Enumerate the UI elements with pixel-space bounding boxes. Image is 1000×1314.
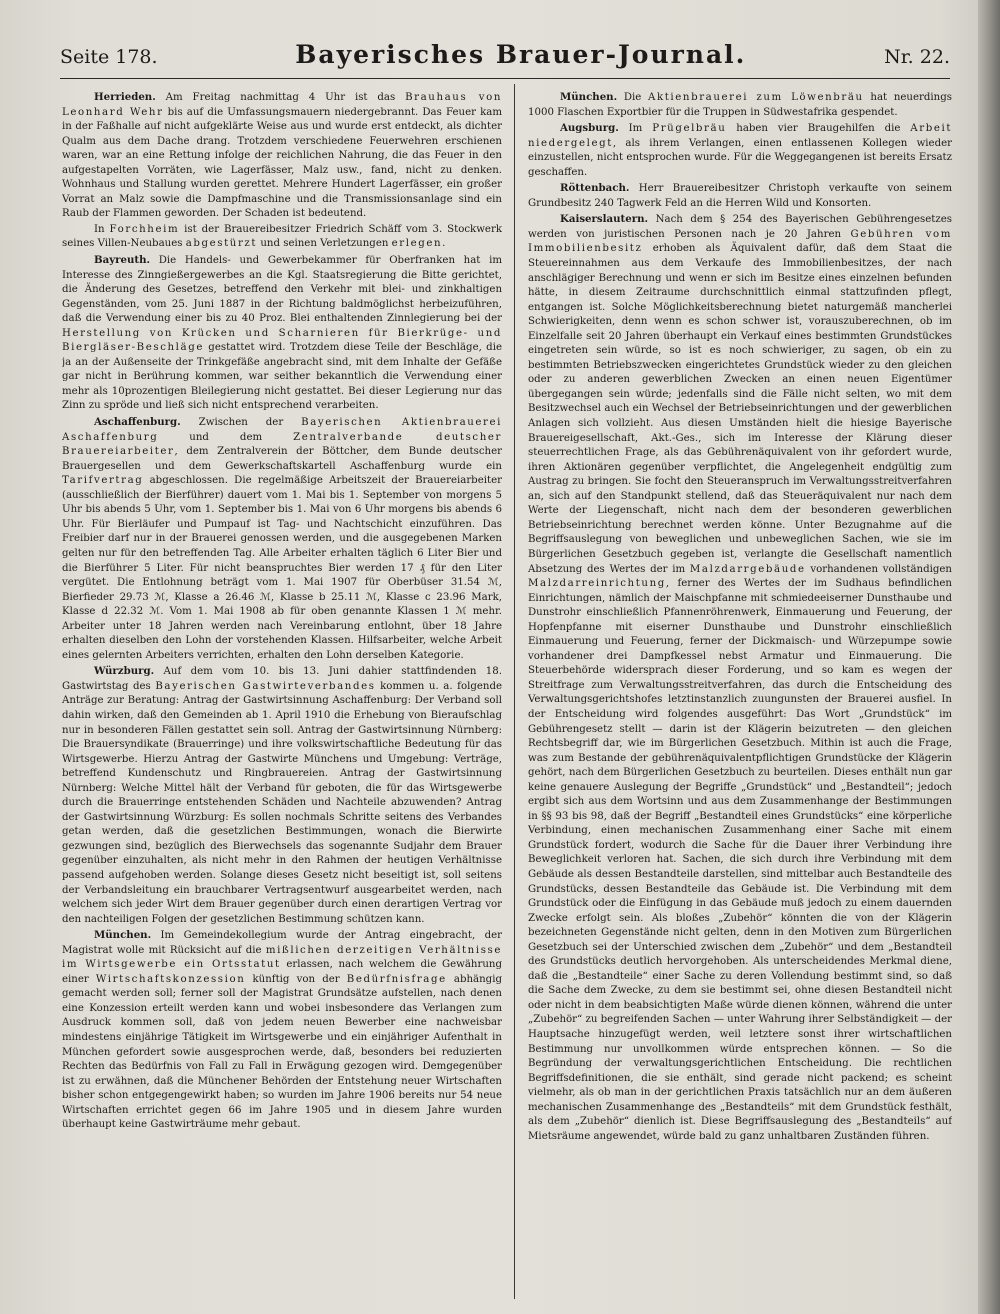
article-bayreuth (62, 253, 502, 414)
article-text: erhoben als Äquivalent dafür, daß dem Staat die Steuereinnahmen aus dem Verkaufe des Immobilienbesitzes, der nach anschlägiger Berechnung und wenn er sich im Besitze eines einzelnen befunden hätte, in diesem Zeitraume durchschnittlich einmal stattzufinden pflegt, entgangen ist. Solche Möglichkeitsberechnung bietet naturgemäß mancherlei Schwierigkeiten, denn wenn es schon schwer ist, vorauszuberechnen, ob im Einzelfalle seit 20 Jahren überhaupt ein Verkauf eines bestimmten Grundstückes eingetreten sein würde, so ist es noch schwieriger, zu sagen, ob ein zu bestimmten Betriebszwecken eingerichtetes Grundstück wieder zu den gleichen oder zu anderen gewerblichen Zwecken an einen neuen Eigentümer übergegangen sein würde; jedenfalls sind die Fälle nicht selten, wo mit dem Besitzwechsel auch ein Wechsel der Betriebseinrichtungen und der gewerblichen Anlagen sich vollzieht. Aus diesen Umständen hielt die hiesige Bayerische Brauereigesellschaft, Akt.-Ges., sich im Interesse der Klärung dieser steuerrechtlichen Frage, als das Gebührenäquivalent von ihr gefordert wurde, ihren Aktionären gegenüber verpflichtet, die Angelegenheit endgültig zum Austrag zu bringen. Sie focht den Steueranspruch im Verwaltungsstreitverfahren an, sich auf den Standpunkt stellend, daß das Steueräquivalent nur nach dem Werte der Liegenschaft, nicht nach dem der besonderen gewerblichen Betriebseinrichtung berechnet werden könne. Unter Bezugnahme auf die Begriffsauslegung von beweglichen und unbeweglichen Sachen, wie sie im Bürgerlichen Gesetzbuch gegeben ist, verlangte die Gesellschaft namentlich Absetzung des Wertes der im (528, 243, 952, 575)
article-text: und seinen Verletzungen (257, 238, 392, 250)
dateline-bayreuth: Bayreuth. (94, 254, 151, 267)
article-text: bis auf die Umfassungsmauern niedergebrannt. Das Feuer kam in der Faßhalle auf nicht aufgeklärte Weise aus und wurde erst entdeckt, als dichter Qualm aus dem Dache drang. Trotzdem verschiedene Feuerwehren erschienen waren, war an eine Rettung infolge der reichlichen Nahrung, die das Feuer in den aufgestapelten Vorräten, wie Lagerfässer, Malz usw., fand, nicht zu denken. Wohnhaus und Stallung wurden gerettet. Mehrere Hundert Lagerfässer, ein großer Vorrat an Malz sowie die Dampfmaschine und die Transmissionsanlage sind ein Raub der Flammen geworden. Der Schaden ist bedeutend. (62, 106, 502, 220)
article-aschaffenburg (62, 415, 502, 663)
dateline-muenchen: München. (94, 929, 152, 942)
article-text: künftig von der (245, 973, 347, 985)
article-text: haben vier Braugehilfen die (726, 123, 911, 135)
article-wuerzburg (62, 664, 502, 927)
article-text: Im (618, 123, 653, 135)
article-text: vorhandenen vollständigen (805, 563, 952, 575)
article-text: kommen u. a. folgende Anträge zur Beratung: Antrag der Gastwirtsinnung Aschaffenburg: Der Verband soll dahin wirken, daß den Gemeinden ab 1. April 1910 die Erhebung von Bieraufschlag nur in besonderen Fällen gestattet sein soll. Antrag der Gastwirtsinnung Nürnberg: Die Brauersyndikate (Brauerringe) und ihre volkswirtschaftliche Bedeutung für das Wirtsgewerbe. Hierzu Antrag der Gastwirte Münchens und Umgebung: Verträge, betreffend Kundenschutz und Ringbrauereien. Antrag der Gastwirtsinnung Nürnberg: Welche Mittel hält der Verband für geboten, die für das Wirtsgewerbe durch die Brauerringe entstehenden Schäden und Nachteile abzuwenden? Antrag der Gastwirtsinnung Würzburg: Es sollen nochmals Schritte seitens des Verbandes getan werden, daß die gesetzlichen Bestimmungen, wonach die Bierwirte gezwungen sind, bezüglich des Bierwechsels das sogenannte Sudjahr dem Brauer gegenüber einzuhalten, als nicht mehr in den Rahmen der heutigen Verhältnisse passend aufgehoben werden. Solange dieses Gesetz nicht beseitigt ist, soll seitens der Verbandsleitung ein brauchbarer Vertragsentwurf ausgearbeitet werden, nach welchem sich jeder Wirt dem Brauer gegenüber durch einen derartigen Vertrag vor den nachteiligen Folgen der gesetzlichen Bestimmung schützen kann. (62, 680, 502, 925)
emphasis-text: Forchheim (109, 223, 180, 235)
emphasis-text: Arbeit niedergelegt (528, 123, 952, 149)
dateline-herrieden: Herrieden. (94, 91, 156, 103)
article-text: Herr Brauereibesitzer Christoph verkaufte von seinem Grundbesitz 240 Tagwerk Feld an die Herren Wild und Konsorten. (528, 183, 952, 209)
emphasis-text: Malzdarreinrichtung (528, 578, 666, 590)
emphasis-text: Aktienbrauerei zum Löwenbräu (648, 92, 864, 103)
article-text: , als ihrem Verlangen, einen entlassenen Kollegen wieder einzustellen, nicht entsprochen wurde. Für die Weggegangenen ist bereits Ersatz geschaffen. (528, 137, 952, 178)
article-text: und dem (158, 431, 294, 443)
emphasis-text: Prügelbräu (652, 123, 727, 135)
left-column (62, 90, 502, 1300)
emphasis-text: Herstellung von Krücken und Scharnieren für Bierkrüge- und Biergläser-Beschläge (62, 327, 502, 354)
article-roettenbach (528, 181, 952, 211)
emphasis-text: Bedürfnisfrage (346, 973, 447, 985)
article-muenchen-konzession (62, 928, 502, 1133)
page-number: Seite 178. (60, 46, 158, 68)
article-text: In (94, 223, 110, 235)
article-text: Auf dem vom 10. bis 13. Juni dahier stattfindenden 18. Gastwirtstag des (62, 666, 502, 692)
emphasis-text: Bayerischen Aktienbrauerei Aschaffenburg (62, 417, 502, 443)
article-text: hat neuerdings 1000 Flaschen Exportbier für die Truppen in Südwestafrika gespendet. (528, 92, 952, 118)
article-text: erlassen, nach welchem die Gewährung einer (62, 959, 502, 985)
article-text: Die Handels- und Gewerbekammer für Oberfranken hat im Interesse des Zinngießergewerbes an die Kgl. Staatsregierung die Bitte gerichtet, die Änderung des Gesetzes, betreffend den Verkehr mit blei- und zinkhaltigen Gegenständen, vom 25. Juni 1887 in der Richtung baldmöglichst herbeizuführen, daß die Verwendung einer bis zu 40 Proz. Blei enthaltenden Zinnlegierung bei der (62, 255, 502, 325)
emphasis-text: abgestürzt (185, 238, 258, 250)
article-text: Im Gemeindekollegium wurde der Antrag eingebracht, der Magistrat wolle mit Rücksicht auf die (62, 930, 502, 956)
dateline-muenchen: München. (560, 91, 618, 103)
article-text: abhängig gemacht werden soll; ferner soll der Magistrat Grundsätze aufstellen, nach denen eine Konzession erteilt werden kann und wobei insbesondere das Verlangen zum Ausdruck kommen soll, daß von jedem neuen Bewerber eine nachweisbar mindestens einjährige Tätigkeit im Wirtsgewerbe und ein einjähriger Aufenthalt in München gefordert sowie ausgesprochen werde, daß, besonders bei reduzierten Rechten das Bedürfnis von Fall zu Fall in Erwägung gezogen wird. Demgegenüber ist zu erwähnen, daß die Münchener Behörden der Entstehung neuer Wirtschaften bisher schon entgegengewirkt haben; so wurden im Jahre 1906 bereits nur 54 neue Wirtschaften errichtet gegen 66 im Jahre 1905 und in diesem Jahre wurden überhaupt keine Gastwirträume mehr gebaut. (62, 973, 502, 1131)
article-text: abgeschlossen. Die regelmäßige Arbeitszeit der Brauereiarbeiter (ausschließlich der Bierführer) dauert vom 1. Mai bis 1. September von morgens 5 Uhr bis abends 5 Uhr, vom 1. September bis 1. Mai von 6 Uhr morgens bis abends 6 Uhr. Für Bierläufer und Pumpauf ist Tag- und Nachtschicht einzuführen. Das Freibier darf nur in der Brauerei genossen werden, und die ausgegebenen Marken gelten nur für den betreffenden Tag. Alle Arbeiter erhalten täglich 6 Liter Bier und die Bierführer 5 Liter. Für nicht beanspruchtes Bier werden 17 ₰ für den Liter vergütet. Die Entlohnung beträgt vom 1. Mai 1907 für Oberbüser 31.54 ℳ, Bierfieder 29.73 ℳ, Klasse a 26.46 ℳ, Klasse b 25.11 ℳ, Klasse c 23.96 Mark, Klasse d 22.32 ℳ. Vom 1. Mai 1908 ab für oben genannte Klassen 1 ℳ mehr. Arbeiter unter 18 Jahren werden nach Vereinbarung entlohnt, über 18 Jahre erhalten dieselben den Lohn der vorstehenden Klassen. Hilfsarbeiter, welche Arbeit eines gelernten Arbeiters verrichten, erhalten den Lohn derselben Kategorie. (62, 475, 502, 661)
article-muenchen-loewenbraeu (528, 90, 952, 120)
article-text: . (442, 238, 446, 250)
article-text: , ferner des Wertes der im Sudhaus befindlichen Einrichtungen, nämlich der Maischpfanne mit schmiedeeiserner Dunsthaube und Dunstrohr einschließlich Pfannenröhrenwerk, Einmauerung und Feuerung, der Hopfenpfanne mit eiserner Dunsthaube und Dunstrohr einschließlich Einmauerung und Feuerung, ferner der Dickmaisch- und Würzepumpe sowie vorhandener drei Dampfkessel nebst Armatur und Einmauerung. Die Steuerbehörde widersprach dieser Forderung, und so kam es wegen der Streitfrage zum Verwaltungsstreitverfahren, das durch die Entscheidung des Verwaltungsgerichtshofes letztinstanzlich zuungunsten der Brauerei ausfiel. In der Entscheidung wird folgendes ausgeführt: Das Wort „Grundstück“ im Gebührengesetz stellt — darin ist der Klägerin beizutreten — den gleichen Rechtsbegriff dar, wie im Bürgerlichen Gesetzbuch. Mithin ist auch die Frage, was zum Bestande der gebührenäquivalentpflichtigen Grundstücke der Klägerin gehört, nach dem Bürgerlichen Gesetzbuch zu beurteilen. Dieses enthält nun gar keine genauere Auslegung der Begriffe „Grundstück“ und „Bestandteil“; jedoch ergibt sich aus dem Wortsinn und aus dem Zusammenhange der Bestimmungen in §§ 93 bis 98, daß der Begriff „Bestandteil eines Grundstücks“ eine körperliche Verbindung, einen mechanischen Zusammenhang einer Sache mit einem Grundstück fordert, wodurch die Sache für die Dauer ihrer Verbindung ihre Beweglichkeit verloren hat. Sachen, die sich durch ihre Verbindung mit dem Gebäude als dessen Bestandteile darstellen, sind mittelbar auch Bestandteile des Grundstücks, dessen Bestandteile das Gebäude ist. Die Verbindung mit dem Grundstück oder die Einfügung in das Gebäude muß jedoch zu einem dauernden Zwecke erfolgt sein. Als bloßes „Zubehör“ könnten die von der Klägerin bezeichneten Gegenstände nicht gelten, denn in den Motiven zum Bürgerlichen Gesetzbuch sei der Unterschied zwischen dem „Zubehör“ und dem „Bestandteil des Grundstücks deutlich hervorgehoben. Als unterscheidendes Merkmal diene, daß die „Bestandteile“ einer Sache zu deren Vollendung bestimmt sind, so daß die Sache dem Zwecke, zu dem sie bestimmt sei, ohne diesen Bestandteil nicht oder nicht in dem beabsichtigten Maße würde dienen können, während die unter „Zubehör“ zu begreifenden Sachen — unter Wahrung ihrer Selbständigkeit — der Hauptsache hinzugefügt werden, weil letztere sonst ihrer wirtschaftlichen Bestimmung nur unvollkommen würde entsprechen können. — So die Begründung der verwaltungsgerichtlichen Entscheidung. Die rechtlichen Begriffsdefinitionen, die sie enthält, sind gerade nicht packend; es scheint vielmehr, als ob man in der gerichtlichen Praxis tatsächlich nur an dem äußeren mechanischen Zusammenhange des „Bestandteils“ mit dem Grundstück festhält, als dem „Zubehör“ dienlich ist. Diese Begriffsauslegung des „Bestandteils“ auf Mietsräume angewendet, würde bald zu ganz unhaltbaren Zuständen führen. (528, 578, 952, 1142)
emphasis-text: mißlichen derzeitigen Verhältnisse im Wirtsgewerbe ein Ortsstatut (62, 944, 502, 971)
article-text: Am Freitag nachmittag 4 Uhr ist das (155, 92, 406, 103)
journal-title: Bayerisches Brauer-Journal. (295, 40, 747, 69)
column-divider (514, 84, 515, 1299)
article-kaiserslautern (528, 212, 952, 1144)
dateline-roettenbach: Röttenbach. (560, 182, 630, 195)
article-forchheim (62, 223, 502, 252)
emphasis-text: Brauhaus von Leonhard Wehr (62, 92, 502, 118)
article-augsburg (528, 121, 952, 180)
article-herrieden (62, 90, 502, 222)
right-column (528, 90, 952, 1300)
article-text: Nach dem § 254 des Bayerischen Gebührengesetzes werden von juristischen Personen nach je 20 Jahren (528, 214, 952, 240)
emphasis-text: Malzdarrgebäude (689, 563, 806, 575)
page-header (60, 40, 950, 80)
page-binding-edge (978, 0, 1000, 1314)
article-text: ist der Brauereibesitzer Friedrich Schäff vom 3. Stockwerk seines Villen-Neubaues (62, 223, 502, 250)
article-text: gestattet wird. Trotzdem diese Teile der Beschläge, die ja an der Außenseite der Trinkgefäße angebracht sind, mit dem Inhalte der Gefäße gar nicht in Berührung kommen, war seither bekanntlich die Verwendung einer mehr als 10prozentigen Bleilegierung nicht gestattet. Bei dieser Legierung nur das Zinn zu spröde und ließ sich nicht entsprechend verarbeiten. (62, 342, 502, 412)
emphasis-text: Gebühren vom Immobilienbesitz (528, 228, 952, 255)
dateline-wuerzburg: Würzburg. (94, 665, 155, 678)
dateline-kaiserslautern: Kaiserslautern. (560, 213, 649, 226)
emphasis-text: Zentralverbande deutscher Brauereiarbeiter (62, 431, 502, 458)
article-text: Die (617, 92, 648, 103)
emphasis-text: Wirtschaftskonzession (95, 973, 246, 985)
article-text: Zwischen der (180, 417, 302, 429)
article-text: , dem Zentralverein der Böttcher, dem Bunde deutscher Brauergesellen und dem Gewerkschaftskartell Aschaffenburg wurde ein (62, 446, 502, 472)
header-rule (60, 78, 950, 79)
dateline-augsburg: Augsburg. (560, 122, 619, 135)
emphasis-text: Tarifvertrag (62, 475, 144, 487)
dateline-aschaffenburg: Aschaffenburg. (94, 416, 181, 429)
emphasis-text: Bayerischen Gastwirteverbandes (155, 680, 376, 692)
emphasis-text: erlegen (391, 238, 443, 250)
issue-number: Nr. 22. (884, 46, 950, 68)
